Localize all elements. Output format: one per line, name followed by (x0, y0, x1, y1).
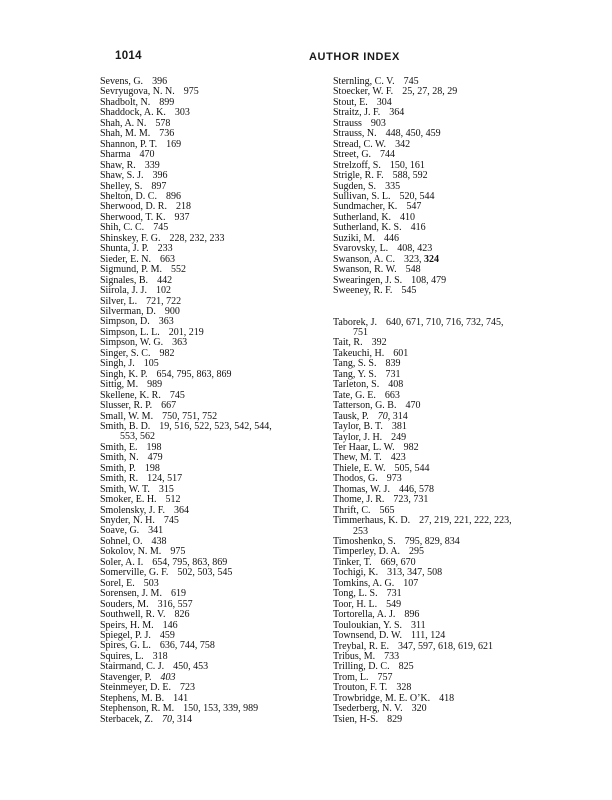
page-references: 636, 744, 758 (159, 640, 215, 652)
author-name: Treybal, R. E. (333, 640, 390, 652)
page-references: 736 (159, 128, 175, 140)
author-name: Shinskey, F. G. (100, 232, 161, 244)
author-name: Soave, G. (100, 525, 140, 537)
page-references: 896 (165, 190, 181, 202)
page-references: 318 (152, 650, 168, 662)
page-references: 667 (161, 400, 177, 412)
page-references: 403 (160, 671, 176, 683)
page-references: 512 (165, 494, 181, 506)
page-references: 295 (409, 546, 425, 558)
author-name: Taylor, J. H. (333, 431, 383, 443)
page-references: 757 (377, 671, 393, 683)
page-references-continued: 253 (353, 525, 368, 537)
page-references: 750, 751, 752 (162, 410, 218, 422)
author-name: Sutherland, K. (333, 211, 392, 223)
author-name: Sieder, E. N. (100, 253, 151, 265)
author-name: Strauss, N. (333, 128, 377, 140)
page-references: 545 (401, 285, 417, 297)
author-name: Sevryugova, N. N. (100, 86, 175, 98)
page-references: 900 (164, 305, 180, 317)
author-name: Somerville, G. F. (100, 567, 169, 579)
index-columns (100, 77, 562, 725)
author-name: Soler, A. I. (100, 556, 144, 568)
page-references: 339 (144, 159, 160, 171)
index-entry (100, 715, 333, 725)
page-references: 70, 314 (377, 410, 408, 422)
page-references: 745 (169, 389, 185, 401)
page-references: 721, 722 (146, 295, 182, 307)
page-references: 418 (439, 692, 455, 704)
author-name: Speirs, H. M. (100, 619, 154, 631)
page-references: 233 (157, 243, 173, 255)
page-references: 416 (410, 222, 426, 234)
author-name: Straitz, J. F. (333, 107, 381, 119)
author-name: Slusser, R. P. (100, 400, 153, 412)
page-references: 124, 517 (147, 473, 183, 485)
author-name: Shih, C. C. (100, 222, 145, 234)
author-name: Stairmand, C. J. (100, 661, 165, 673)
author-name: Sherwood, T. K. (100, 211, 166, 223)
author-name: Sundmacher, K. (333, 201, 398, 213)
author-name: Sorensen, J. M. (100, 588, 162, 600)
author-name: Tatterson, G. B. (333, 400, 397, 412)
page-title: AUTHOR INDEX (309, 51, 400, 63)
author-name: Shaw, S. J. (100, 170, 144, 182)
page-references: 107 (403, 577, 419, 589)
page-references: 825 (398, 661, 414, 673)
author-name: Tate, G. E. (333, 389, 376, 401)
author-name: Stout, E. (333, 96, 368, 108)
author-name: Strigle, R. F. (333, 170, 384, 182)
page-references: 320 (411, 703, 427, 715)
author-name: Shelley, S. (100, 180, 143, 192)
page-references: 982 (159, 347, 175, 359)
author-name: Street, G. (333, 149, 372, 161)
page-references: 446, 578 (398, 483, 434, 495)
author-name: Tausk, P. (333, 410, 369, 422)
author-name: Sweeney, R. F. (333, 285, 393, 297)
author-name: Trilling, D. C. (333, 661, 390, 673)
author-name: Spires, G. L. (100, 640, 151, 652)
author-name: Shah, A. N. (100, 117, 147, 129)
page-references: 70, 314 (162, 713, 193, 725)
page-references-continued: 751 (353, 326, 368, 338)
author-name: Sutherland, K. S. (333, 222, 402, 234)
page-references: 169 (166, 138, 182, 150)
page-references: 547 (406, 201, 422, 213)
author-name: Sterbacek, Z. (100, 713, 154, 725)
author-name: Thiele, E. W. (333, 462, 386, 474)
author-name: Tsederberg, N. V. (333, 703, 403, 715)
page-references: 731 (385, 368, 401, 380)
page-references: 502, 503, 545 (177, 567, 233, 579)
page-references: 347, 597, 618, 619, 621 (398, 640, 494, 652)
page-references: 663 (384, 389, 400, 401)
page-references: 973 (386, 473, 402, 485)
page-references: 937 (174, 211, 190, 223)
author-name: Shadbolt, N. (100, 96, 151, 108)
index-entry (333, 286, 562, 296)
author-name: Skellene, K. R. (100, 389, 161, 401)
page-references: 342 (395, 138, 411, 150)
page-references: 341 (148, 525, 164, 537)
author-name: Sherwood, D. R. (100, 201, 167, 213)
author-name: Shah, M. M. (100, 128, 151, 140)
author-name: Shaw, R. (100, 159, 136, 171)
page-references: 442 (157, 274, 173, 286)
author-name: Shunta, J. P. (100, 243, 149, 255)
author-name: Taborek, J. (333, 316, 378, 328)
author-name: Swearingen, J. S. (333, 274, 403, 286)
page-references: 723 (179, 682, 195, 694)
author-name: Thew, M. T. (333, 452, 382, 464)
page-references: 903 (370, 117, 386, 129)
author-name: Sittig, M. (100, 379, 139, 391)
author-name: Small, W. M. (100, 410, 154, 422)
page-references: 640, 671, 710, 716, 732, 745, (386, 316, 504, 328)
page-references: 654, 795, 863, 869 (152, 556, 228, 568)
author-name: Thrift, C. (333, 504, 371, 516)
index-column-left (100, 77, 333, 725)
page-references: 744 (380, 149, 396, 161)
author-name: Strauss (333, 117, 362, 129)
author-name: Tang, Y. S. (333, 368, 377, 380)
page-references: 552 (170, 264, 186, 276)
author-name: Smith, B. D. (100, 420, 151, 432)
page-references: 19, 516, 522, 523, 542, 544, (159, 420, 272, 432)
author-name: Sternling, C. V. (333, 76, 395, 87)
author-name: Simpson, W. G. (100, 337, 164, 349)
author-name: Strelzoff, S. (333, 159, 381, 171)
page-references: 313, 347, 508 (387, 567, 443, 579)
author-name: Souders, M. (100, 598, 149, 610)
page-references: 520, 544 (399, 190, 435, 202)
page-references: 975 (183, 86, 199, 98)
page-references: 408 (388, 379, 404, 391)
author-name: Sugden, S. (333, 180, 377, 192)
author-name: Silverman, D. (100, 305, 156, 317)
author-name: Smolensky, J. F. (100, 504, 165, 516)
author-name: Thomas, W. J. (333, 483, 390, 495)
page-references: 381 (391, 421, 407, 433)
page-references: 111, 124 (411, 630, 446, 642)
author-name: Tang, S. S. (333, 358, 377, 370)
author-name: Trowbridge, M. E. O’K. (333, 692, 431, 704)
author-name: Trom, L. (333, 671, 369, 683)
page-references: 654, 795, 863, 869 (156, 368, 232, 380)
page-references: 363 (172, 337, 188, 349)
author-name: Singh, J. (100, 358, 135, 370)
page-references: 408, 423 (397, 243, 433, 255)
author-name: Townsend, D. W. (333, 630, 403, 642)
page-references: 315 (158, 483, 174, 495)
author-name: Shelton, D. C. (100, 190, 157, 202)
running-header (0, 50, 612, 66)
page-references: 335 (385, 180, 401, 192)
index-entry (333, 516, 562, 526)
author-name: Sigmund, P. M. (100, 264, 162, 276)
page-references: 896 (404, 609, 420, 621)
page-references: 897 (151, 180, 167, 192)
page-references: 826 (174, 609, 190, 621)
author-name: Siirola, J. J. (100, 285, 147, 297)
author-name: Stavenger, P. (100, 671, 152, 683)
page-references: 146 (162, 619, 178, 631)
author-name: Smith, P. (100, 462, 136, 474)
page-references: 459 (159, 630, 175, 642)
author-name: Tait, R. (333, 337, 363, 349)
author-name: Stoecker, W. F. (333, 86, 394, 98)
author-name: Tribus, M. (333, 651, 376, 663)
page-references: 899 (159, 96, 175, 108)
author-name: Tarleton, S. (333, 379, 380, 391)
page-references: 745 (153, 222, 169, 234)
author-name: Suziki, M. (333, 232, 375, 244)
author-name: Timperley, D. A. (333, 546, 401, 558)
author-name: Tortorella, A. J. (333, 609, 396, 621)
author-name: Simpson, L. L. (100, 326, 160, 338)
page-references: 150, 161 (389, 159, 425, 171)
author-name: Tsien, H-S. (333, 713, 379, 725)
page-references: 578 (155, 117, 171, 129)
author-name: Tinker, T. (333, 556, 372, 568)
page-references: 588, 592 (392, 170, 428, 182)
author-name: Smith, N. (100, 452, 139, 464)
author-name: Sevens, G. (100, 76, 144, 87)
page-references: 396 (152, 170, 168, 182)
page-references: 745 (403, 76, 419, 87)
page-references: 363 (158, 316, 174, 328)
page-references: 218 (175, 201, 191, 213)
author-name: Sorel, E. (100, 577, 135, 589)
index-entry (333, 715, 562, 725)
page-references: 795, 829, 834 (404, 536, 460, 548)
author-name: Smith, E. (100, 441, 138, 453)
page-references: 150, 153, 339, 989 (183, 703, 259, 715)
page-number: 1014 (115, 50, 142, 62)
page-references: 328 (396, 682, 412, 694)
author-name: Toor, H. L. (333, 598, 378, 610)
page-references: 505, 544 (394, 462, 430, 474)
page-references: 731 (386, 588, 402, 600)
page-references: 549 (386, 598, 402, 610)
page-references: 601 (393, 347, 409, 359)
author-name: Shannon, P. T. (100, 138, 158, 150)
page-references: 669, 670 (380, 556, 416, 568)
author-name: Singer, S. C. (100, 347, 151, 359)
page-references: 392 (371, 337, 387, 349)
page-references: 565 (379, 504, 395, 516)
page-references: 102 (155, 285, 171, 297)
author-name: Smith, R. (100, 473, 139, 485)
page-references: 470 (139, 149, 155, 161)
page-references-continued: 553, 562 (120, 431, 155, 443)
author-name: Shaddock, A. K. (100, 107, 166, 119)
index-column-right (333, 77, 562, 725)
page-references: 619 (170, 588, 186, 600)
author-name: Sullivan, S. L. (333, 190, 391, 202)
page-references: 25, 27, 28, 29 (402, 86, 458, 98)
author-name: Tochigi, K. (333, 567, 379, 579)
author-name: Ter Haar, L. W. (333, 441, 395, 453)
page-references: 479 (147, 452, 163, 464)
author-name: Sokolov, N. M. (100, 546, 162, 558)
page-references: 396 (152, 76, 168, 87)
page-references: 410 (400, 211, 416, 223)
author-name: Stephenson, R. M. (100, 703, 175, 715)
author-name: Snyder, N. H. (100, 515, 155, 527)
page-references: 423 (390, 452, 406, 464)
page-references: 448, 450, 459 (385, 128, 441, 140)
author-name: Singh, K. P. (100, 368, 148, 380)
author-name: Swanson, A. C. (333, 253, 395, 265)
author-name: Stephens, M. B. (100, 692, 165, 704)
author-name: Steinmeyer, D. E. (100, 682, 171, 694)
page-references: 304 (376, 96, 392, 108)
page-references: 108, 479 (411, 274, 447, 286)
page-references: 364 (389, 107, 405, 119)
author-name: Thodos, G. (333, 473, 378, 485)
page-references: 982 (403, 441, 419, 453)
page-references: 249 (391, 431, 407, 443)
page-references: 438 (151, 535, 167, 547)
page-references: 733 (384, 651, 400, 663)
page-references: 27, 219, 221, 222, 223, (419, 515, 512, 527)
page-references: 141 (173, 692, 189, 704)
page-references: 198 (144, 462, 160, 474)
page-references: 829 (387, 713, 403, 725)
author-name: Tong, L. S. (333, 588, 378, 600)
author-name: Swanson, R. W. (333, 264, 397, 276)
author-name: Squires, L. (100, 650, 144, 662)
author-name: Sohnel, O. (100, 535, 143, 547)
author-name: Simpson, D. (100, 316, 150, 328)
page-references: 311 (411, 619, 426, 631)
page-references: 450, 453 (173, 661, 209, 673)
page-references: 198 (146, 441, 162, 453)
page-references: 503 (143, 577, 159, 589)
author-name: Svarovsky, L. (333, 243, 389, 255)
page-references: 663 (159, 253, 175, 265)
page-references: 745 (163, 515, 179, 527)
author-name: Takeuchi, H. (333, 347, 385, 359)
page-references: 446 (383, 232, 399, 244)
page-references: 839 (385, 358, 401, 370)
author-name: Sharma (100, 149, 131, 161)
author-name: Smoker, E. H. (100, 494, 157, 506)
author-name: Signales, B. (100, 274, 149, 286)
author-name: Silver, L. (100, 295, 138, 307)
page-references: 470 (405, 400, 421, 412)
author-name: Spiegel, P. J. (100, 630, 151, 642)
author-name: Trouton, F. T. (333, 682, 388, 694)
page-references: 323, 324 (403, 253, 439, 265)
author-name: Stread, C. W. (333, 138, 387, 150)
page-references: 316, 557 (157, 598, 193, 610)
page-references: 303 (174, 107, 190, 119)
page-references: 989 (147, 379, 163, 391)
author-name: Tomkins, A. G. (333, 577, 395, 589)
author-name: Timoshenko, S. (333, 536, 396, 548)
page-references: 548 (405, 264, 421, 276)
page-references: 201, 219 (168, 326, 204, 338)
page-references: 228, 232, 233 (169, 232, 225, 244)
page-references: 723, 731 (393, 494, 429, 506)
author-name: Touloukian, Y. S. (333, 619, 403, 631)
author-name: Thome, J. R. (333, 494, 385, 506)
author-name: Taylor, B. T. (333, 421, 383, 433)
page-references: 364 (173, 504, 189, 516)
page-references: 105 (143, 358, 159, 370)
page-references: 975 (170, 546, 186, 558)
author-name: Timmerhaus, K. D. (333, 515, 411, 527)
author-name: Smith, W. T. (100, 483, 150, 495)
author-name: Southwell, R. V. (100, 609, 166, 621)
